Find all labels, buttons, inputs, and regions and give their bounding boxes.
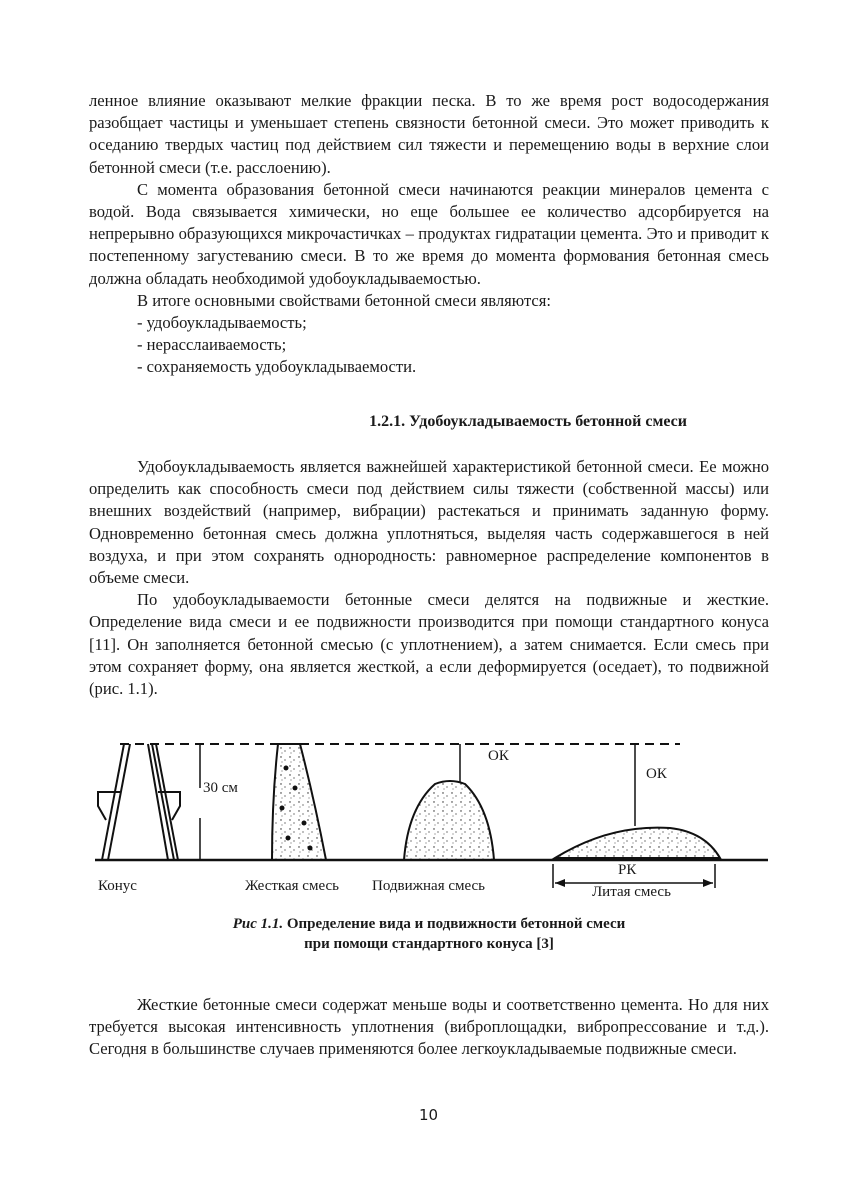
paragraph: По удобоукладываемости бетонные смеси делятся на подвижные и жесткие. Определение вида смеси и ее подвижности производится при помощи стандартного конуса [11]. Он заполняется бетонной смесью (с уплотнением), а затем снимается. Если смесь при этом сохраняет форму, она является жесткой, а если деформируется (оседает), то подвижной (рис. 1.1). <box>89 590 769 699</box>
label-mobile-mix: Подвижная смесь <box>372 878 486 894</box>
label-ok-mobile: ОК <box>488 748 509 764</box>
list-item: - нерасслаиваемость; <box>137 335 287 355</box>
figure-slump-cone <box>90 728 770 908</box>
cone-icon <box>98 744 180 860</box>
label-rk: РК <box>618 862 637 878</box>
paragraph: ленное влияние оказывают мелкие фракции песка. В то же время рост водосодержания разобщает частицы и уменьшает степень связности бетонной смеси. Это может приводить к оседанию твердых частиц под действием сил тяжести и перемещению воды в верхние слои бетонной смеси (т.е. расслоению). <box>89 91 769 177</box>
conclusion-text <box>89 994 769 1061</box>
label-cone: Конус <box>98 878 137 894</box>
figure-caption <box>89 914 769 954</box>
intro-text <box>89 90 769 379</box>
paragraph: Жесткие бетонные смеси содержат меньше воды и соответственно цемента. Но для них требуется высокая интенсивность уплотнения (виброплощадки, вибропрессование и т.д.). Сегодня в большинстве случаев применяются более легкоукладываемые подвижные смеси. <box>89 995 769 1059</box>
workability-text <box>89 456 769 700</box>
paragraph: Удобоукладываемость является важнейшей характеристикой бетонной смеси. Ее можно определить как способность смеси под действием силы тяжести (собственной массы) или внешних воздействий (например, вибрации) растекаться и принимать заданную форму. Одновременно бетонная смесь должна уплотняться, выделяя часть содержавшегося в ней воздуха, и при этом сохранять однородность: равномерное распределение компонентов в объеме смеси. <box>89 457 769 588</box>
label-height: 30 см <box>203 780 238 796</box>
caption-line-1: Определение вида и подвижности бетонной смеси <box>283 916 626 932</box>
label-stiff-mix: Жесткая смесь <box>245 878 339 894</box>
stiff-mix-shape <box>272 744 326 860</box>
page-number: 10 <box>418 1106 439 1124</box>
cast-mix-shape <box>555 828 720 858</box>
paragraph: В итоге основными свойствами бетонной смеси являются: <box>137 290 552 310</box>
section-heading: 1.2.1. Удобоукладываемость бетонной смеси <box>369 413 687 430</box>
paragraph: С момента образования бетонной смеси начинаются реакции минералов цемента с водой. Вода связывается химически, но еще большее ее количество адсорбируется на непрерывно образующихся микрочастичках – продуктах гидратации цемента. Это и приводит к постепенному загустеванию смеси. В то же время до момента формования бетонная смесь должна обладать необходимой удобоукладываемостью. <box>89 179 769 288</box>
caption-line-2: при помощи стандартного конуса [3] <box>304 936 554 952</box>
list-item: - удобоукладываемость; <box>137 313 307 333</box>
label-cast-mix: Литая смесь <box>592 884 671 900</box>
label-ok-cast: ОК <box>646 766 667 782</box>
list-item: - сохраняемость удобоукладываемости. <box>137 357 417 377</box>
mobile-mix-shape <box>404 781 494 860</box>
caption-prefix: Рис 1.1. <box>232 916 284 932</box>
